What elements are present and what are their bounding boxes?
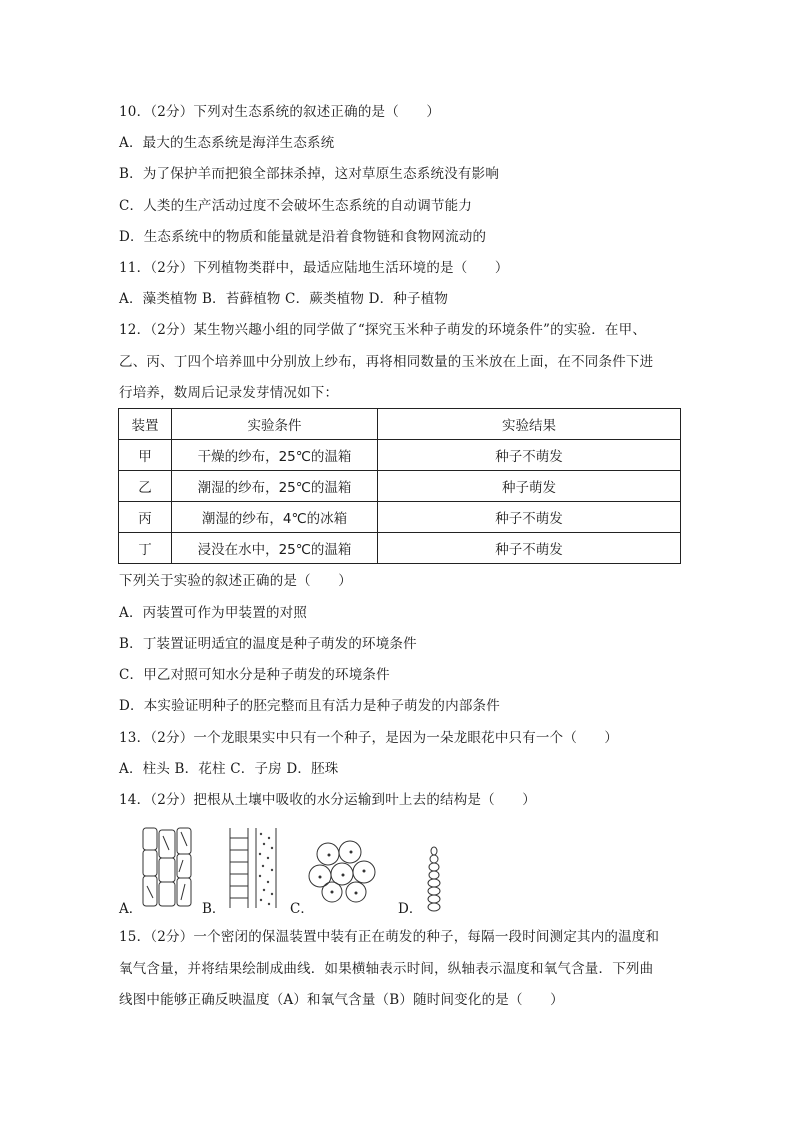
q13-options: A．柱头 B．花柱 C．子房 D．胚珠 [119,761,339,777]
table-cell: 潮湿的纱布，25℃的温箱 [172,471,378,502]
q15-stem-line-1: 15．（2分）一个密闭的保温装置中装有正在萌发的种子，每隔一段时间测定其内的温度和 [119,929,660,945]
table-cell: 种子不萌发 [378,440,681,471]
q10-option-c: C．人类的生产活动过度不会破坏生态系统的自动调节能力 [119,198,473,214]
q14-figure-label-d: D． [398,901,423,917]
table-cell: 丁 [119,533,172,564]
table-header-cell: 实验条件 [172,409,378,440]
table-cell: 丙 [119,502,172,533]
q11-options: A．藻类植物 B．苔藓植物 C．蕨类植物 D．种子植物 [119,291,449,307]
table-row [119,471,681,502]
q14-figure-d-cell-chain [424,846,444,912]
table-cell: 乙 [119,471,172,502]
q12-question: 下列关于实验的叙述正确的是（ ） [119,573,352,589]
q10-stem: 10．（2分）下列对生态系统的叙述正确的是（ ） [119,104,441,120]
q11-stem: 11．（2分）下列植物类群中，最适应陆地生活环境的是（ ） [119,260,509,276]
q12-stem-line-3: 行培养，数周后记录发芽情况如下： [119,385,339,401]
table-cell: 干燥的纱布，25℃的温箱 [172,440,378,471]
q12-option-c: C．甲乙对照可知水分是种子萌发的环境条件 [119,667,390,683]
table-header-row [119,409,681,440]
q10-option-d: D．生态系统中的物质和能量就是沿着食物链和食物网流动的 [119,229,487,245]
table-cell: 浸没在水中，25℃的温箱 [172,533,378,564]
q15-stem-line-3: 线图中能够正确反映温度（A）和氧气含量（B）随时间变化的是（ ） [119,992,564,1008]
table-cell: 种子萌发 [378,471,681,502]
q14-figure-label-a: A． [119,901,143,917]
q14-figure-c-round-cells [306,840,378,904]
table-cell: 潮湿的纱布，4℃的冰箱 [172,502,378,533]
table-row [119,440,681,471]
q14-figure-b-vessel-tubes [222,826,284,910]
q10-option-b: B．为了保护羊而把狼全部抹杀掉，这对草原生态系统没有影响 [119,166,500,182]
table-cell: 种子不萌发 [378,502,681,533]
table-row [119,502,681,533]
q14-figure-a-vessel-cells [137,826,197,910]
q15-stem-line-2: 氧气含量，并将结果绘制成曲线．如果横轴表示时间，纵轴表示温度和氧气含量．下列曲 [119,961,654,977]
table-header-cell: 装置 [119,409,172,440]
q12-option-b: B．丁装置证明适宜的温度是种子萌发的环境条件 [119,636,417,652]
experiment-table [118,408,681,564]
q14-stem: 14．（2分）把根从土壤中吸收的水分运输到叶上去的结构是（ ） [119,792,536,808]
q12-stem-line-2: 乙、丙、丁四个培养皿中分别放上纱布，再将相同数量的玉米放在上面，在不同条件下进 [119,354,654,370]
q12-stem-line-1: 12．（2分）某生物兴趣小组的同学做了“探究玉米种子萌发的环境条件”的实验．在甲、 [119,322,647,338]
table-header-cell: 实验结果 [378,409,681,440]
q10-option-a: A．最大的生态系统是海洋生态系统 [119,135,335,151]
q12-option-d: D．本实验证明种子的胚完整而且有活力是种子萌发的内部条件 [119,698,500,714]
q14-figure-label-c: C． [290,901,314,917]
table-row [119,533,681,564]
table-cell: 甲 [119,440,172,471]
table-cell: 种子不萌发 [378,533,681,564]
q14-figure-label-b: B． [202,901,226,917]
q12-option-a: A．丙装置可作为甲装置的对照 [119,605,308,621]
q13-stem: 13．（2分）一个龙眼果实中只有一个种子，是因为一朵龙眼花中只有一个（ ） [119,730,619,746]
